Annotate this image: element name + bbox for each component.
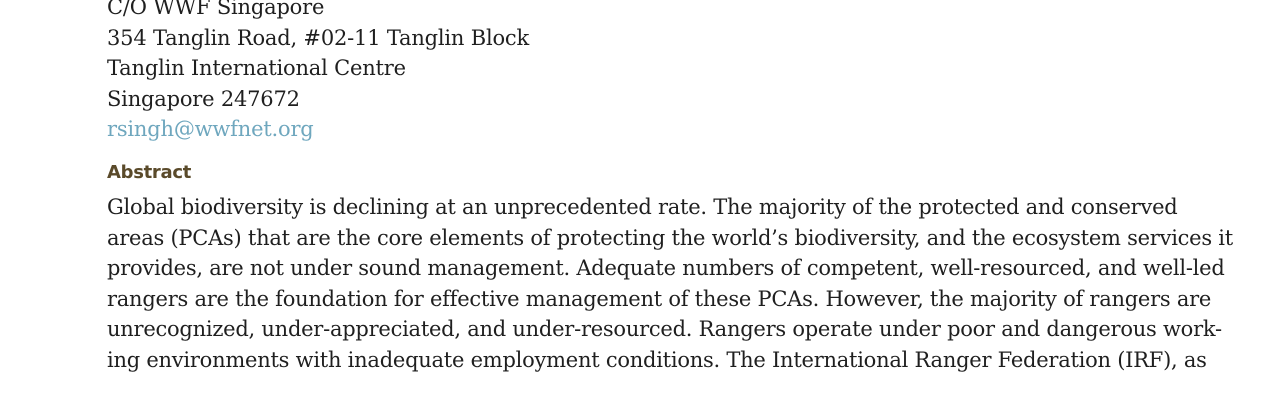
abstract-heading: Abstract — [107, 161, 192, 183]
abstract-body — [107, 192, 1233, 376]
address-line: 354 Tanglin Road, #02-11 Tanglin Block — [107, 25, 530, 50]
abstract-text-line: unrecognized, under-appreciated, and under-resourced. Rangers operate under poor and dangerous work- — [107, 317, 1222, 342]
email-link[interactable]: rsingh@wwfnet.org — [107, 117, 314, 142]
email-line — [107, 114, 1207, 145]
abstract-text-line: Global biodiversity is declining at an unprecedented rate. The majority of the protected and conserved — [107, 194, 1178, 219]
abstract-text-line: areas (PCAs) that are the core elements of protecting the world’s biodiversity, and the ecosystem services it — [107, 225, 1233, 250]
address-line: C/O WWF Singapore — [107, 0, 325, 19]
document-page — [107, 0, 1233, 376]
abstract-text-line: ing environments with inadequate employment conditions. The International Ranger Federation (IRF), as — [107, 347, 1207, 372]
address-line: Tanglin International Centre — [107, 56, 406, 81]
address-line: Singapore 247672 — [107, 86, 300, 111]
abstract-text-line: rangers are the foundation for effective management of these PCAs. However, the majority of rangers are — [107, 286, 1212, 311]
author-address — [107, 0, 1207, 145]
abstract-text-line: provides, are not under sound management. Adequate numbers of competent, well-resourced, and well-led — [107, 256, 1225, 281]
